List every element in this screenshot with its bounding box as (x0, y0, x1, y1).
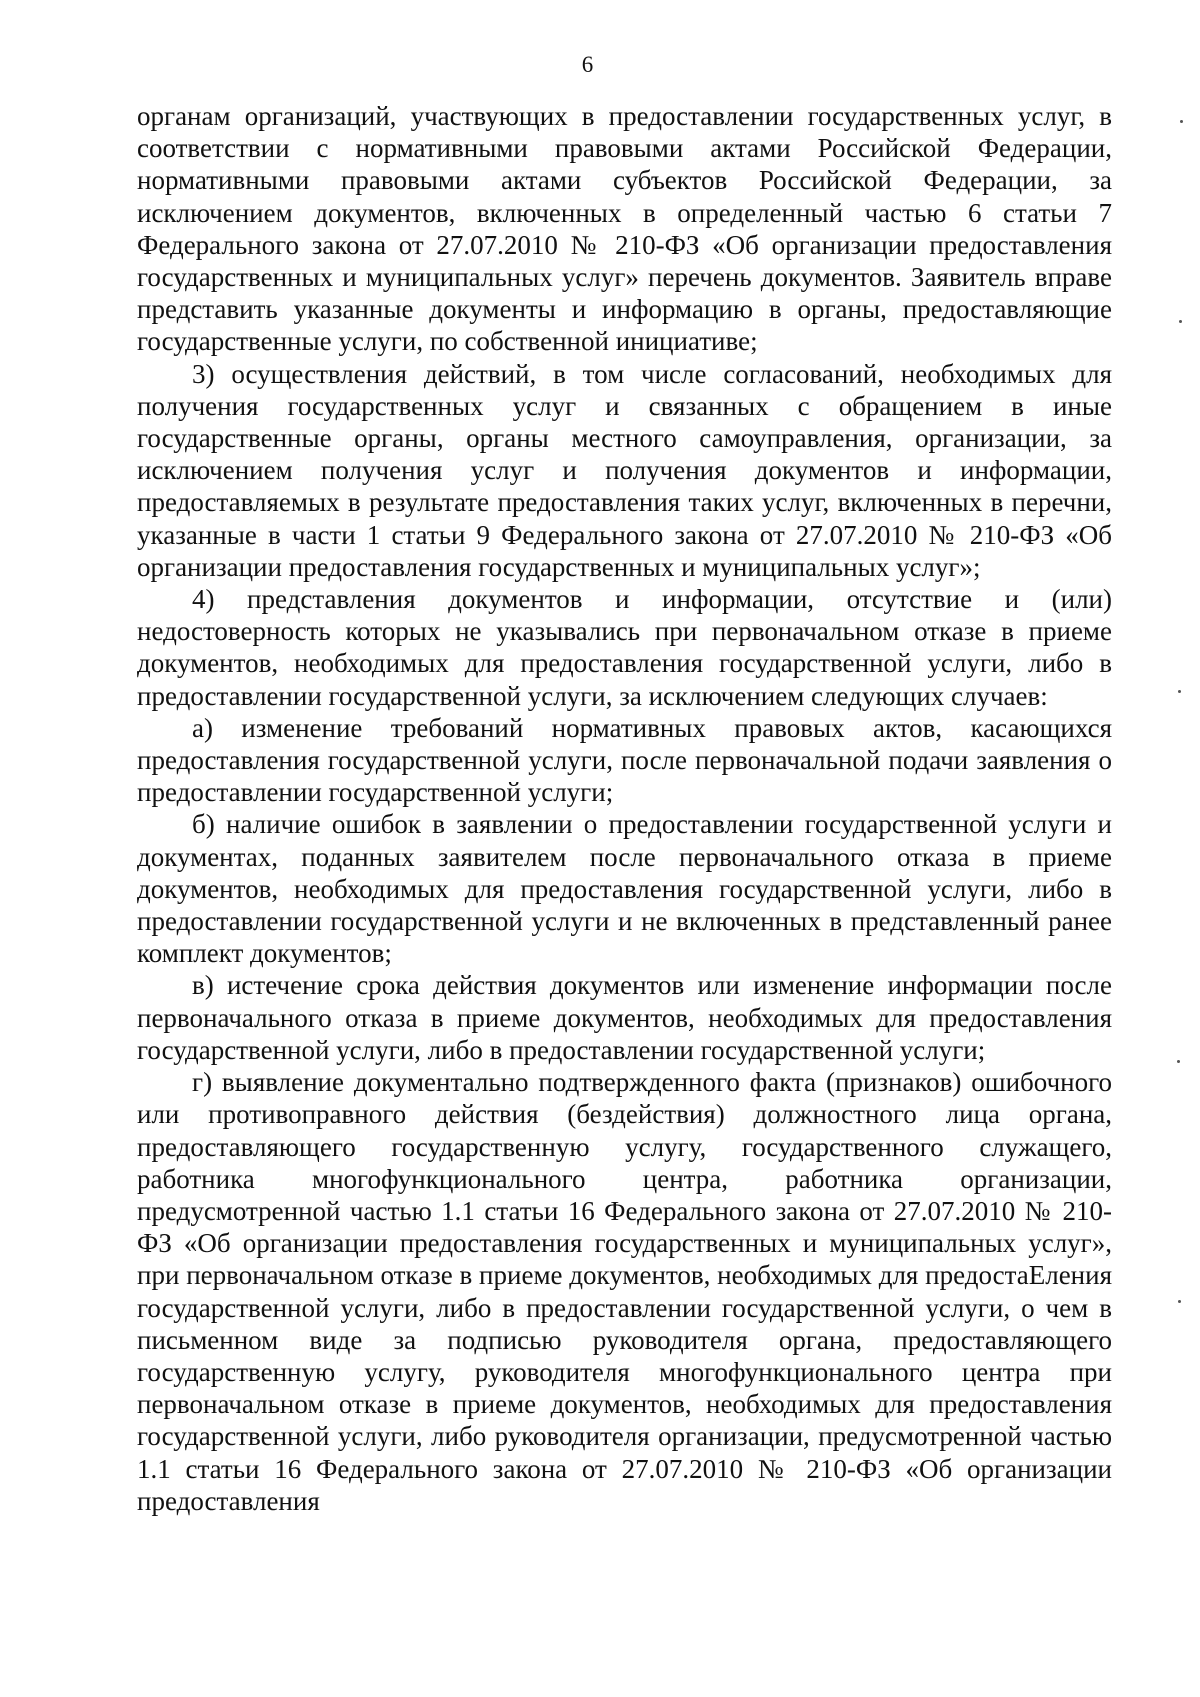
paragraph-subitem-v: в) истечение срока действия документов или изменение информации после первоначального отказа в приеме документов, необходимых для предоставления государственной услуги, либо в предоставлении государственной услуги; (137, 970, 1112, 1065)
paragraph-subitem-b: б) наличие ошибок в заявлении о предоставлении государственной услуги и документах, поданных заявителем после первоначального отказа в приеме документов, необходимых для предоставления государственной услуги, либо в предоставлении государственной услуги и не включенных в представленный ранее комплект документов; (137, 809, 1112, 969)
paragraph-item-4: 4) представления документов и информации, отсутствие и (или) недостоверность которых не указывались при первоначальном отказе в приеме документов, необходимых для предоставления государственной услуги, либо в предоставлении государственной услуги, за исключением следующих случаев: (137, 584, 1112, 711)
page-number: 6 (581, 52, 594, 77)
scan-speck (1180, 120, 1183, 123)
document-body (137, 100, 1112, 1517)
paragraph-subitem-g: г) выявление документально подтвержденного факта (признаков) ошибочного или противоправного действия (бездействия) должностного лица органа, предоставляющего государственную услугу, государственного служащего, работника многофункционального центра, работника организации, предусмотренной частью 1.1 статьи 16 Федерального закона от 27.07.2010 № 210-ФЗ «Об организации предоставления государственных и муниципальных услуг», при первоначальном отказе в приеме документов, необходимых для предостаЕления государственной услуги, либо в предоставлении государственной услуги, о чем в письменном виде за подписью руководителя органа, предоставляющего государственную услугу, руководителя многофункционального центра при первоначальном отказе в приеме документов, необходимых для предоставления государственной услуги, либо руководителя организации, предусмотренной частью 1.1 статьи 16 Федерального закона от 27.07.2010 № 210-ФЗ «Об организации предоставления (137, 1067, 1112, 1516)
scan-speck (1179, 320, 1182, 323)
scan-speck (1177, 1060, 1180, 1063)
paragraph-continuation: органам организаций, участвующих в предоставлении государственных услуг, в соответствии с нормативными правовыми актами Российской Федерации, нормативными правовыми актами субъектов Российской Федерации, за исключением документов, включенных в определенный частью 6 статьи 7 Федерального закона от 27.07.2010 № 210-ФЗ «Об организации предоставления государственных и муниципальных услуг» перечень документов. Заявитель вправе представить указанные документы и информацию в органы, предоставляющие государственные услуги, по собственной инициативе; (137, 101, 1112, 357)
scan-speck (1178, 1300, 1181, 1303)
paragraph-subitem-a: а) изменение требований нормативных правовых актов, касающихся предоставления государственной услуги, после первоначальной подачи заявления о предоставлении государственной услуги; (137, 712, 1112, 808)
scan-speck (1178, 690, 1181, 693)
paragraph-item-3: 3) осуществления действий, в том числе согласований, необходимых для получения государственных услуг и связанных с обращением в иные государственные органы, органы местного самоуправления, организации, за исключением получения услуг и получения документов и информации, предоставляемых в результате предоставления таких услуг, включенных в перечни, указанные в части 1 статьи 9 Федерального закона от 27.07.2010 № 210-ФЗ «Об организации предоставления государственных и муниципальных услуг»; (137, 358, 1112, 582)
